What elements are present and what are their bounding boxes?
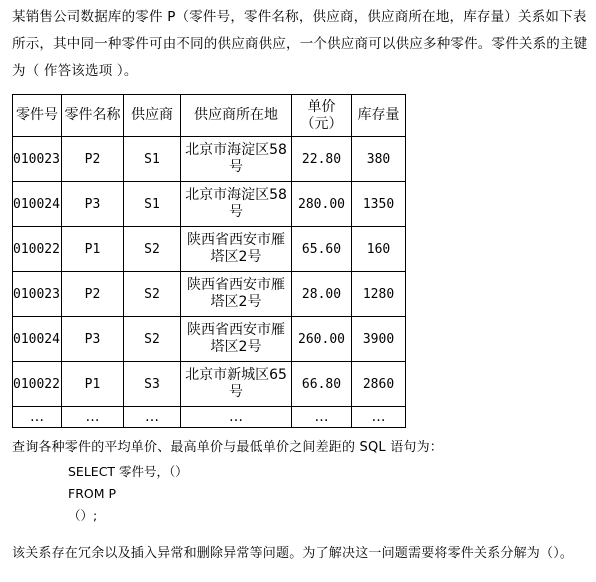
cell-stock: 1350: [352, 182, 406, 227]
cell-ellipsis: …: [124, 407, 181, 428]
header-supplier: 供应商: [124, 95, 181, 137]
cell-unit-price: 65.60: [292, 227, 352, 272]
cell-supplier: S1: [124, 137, 181, 182]
table-row-ellipsis: [13, 407, 406, 428]
cell-stock: 380: [352, 137, 406, 182]
cell-part-id: 010023: [13, 137, 62, 182]
cell-ellipsis: …: [292, 407, 352, 428]
cell-part-name: P2: [62, 137, 124, 182]
cell-part-id: 010022: [13, 362, 62, 407]
cell-part-id: 010023: [13, 272, 62, 317]
cell-supplier-location: 陕西省西安市雁塔区2号: [181, 272, 292, 317]
cell-part-name: P3: [62, 182, 124, 227]
cell-ellipsis: …: [62, 407, 124, 428]
cell-supplier-location: 北京市海淀区58号: [181, 182, 292, 227]
cell-part-name: P2: [62, 272, 124, 317]
header-stock: 库存量: [352, 95, 406, 137]
cell-stock: 2860: [352, 362, 406, 407]
table-row: [13, 317, 406, 362]
cell-ellipsis: …: [352, 407, 406, 428]
cell-supplier-location: 北京市海淀区58号: [181, 137, 292, 182]
cell-supplier-location: 北京市新城区65号: [181, 362, 292, 407]
cell-supplier: S3: [124, 362, 181, 407]
cell-unit-price: 28.00: [292, 272, 352, 317]
cell-part-id: 010024: [13, 317, 62, 362]
sql-select-line: SELECT 零件号，（）: [68, 464, 188, 479]
cell-stock: 1280: [352, 272, 406, 317]
cell-part-id: 010024: [13, 182, 62, 227]
header-supplier-location: 供应商所在地: [181, 95, 292, 137]
cell-unit-price: 22.80: [292, 137, 352, 182]
sql-blank-line: （）;: [68, 508, 98, 523]
table-row: [13, 227, 406, 272]
header-part-name: 零件名称: [62, 95, 124, 137]
table-row: [13, 272, 406, 317]
cell-supplier-location: 陕西省西安市雁塔区2号: [181, 227, 292, 272]
table-row: [13, 182, 406, 227]
header-unit-price: 单价（元）: [292, 95, 352, 137]
cell-supplier: S2: [124, 272, 181, 317]
table-header-row: [13, 95, 406, 137]
cell-part-id: 010022: [13, 227, 62, 272]
table-row: [13, 362, 406, 407]
sql-question: 查询各种零件的平均单价、最高单价与最低单价之间差距的 SQL 语句为：: [12, 440, 443, 455]
cell-stock: 160: [352, 227, 406, 272]
header-part-id: 零件号: [13, 95, 62, 137]
sql-from-line: FROM P: [68, 486, 117, 501]
cell-part-name: P3: [62, 317, 124, 362]
cell-supplier-location: 陕西省西安市雁塔区2号: [181, 317, 292, 362]
cell-part-name: P1: [62, 227, 124, 272]
parts-relation-table: [12, 94, 406, 428]
question-intro: 某销售公司数据库的零件 P（零件号，零件名称，供应商，供应商所在地，库存量）关系如下表所示，其中同一种零件可由不同的供应商供应，一个供应商可以供应多种零件。零件关系的主键为（ 作答该选项 ）。: [12, 9, 588, 79]
cell-unit-price: 260.00: [292, 317, 352, 362]
cell-ellipsis: …: [13, 407, 62, 428]
cell-supplier: S2: [124, 227, 181, 272]
cell-unit-price: 66.80: [292, 362, 352, 407]
cell-unit-price: 280.00: [292, 182, 352, 227]
cell-supplier: S1: [124, 182, 181, 227]
cell-supplier: S2: [124, 317, 181, 362]
cell-part-name: P1: [62, 362, 124, 407]
table-row: [13, 137, 406, 182]
cell-stock: 3900: [352, 317, 406, 362]
cell-ellipsis: …: [181, 407, 292, 428]
decomposition-question: 该关系存在冗余以及插入异常和删除异常等问题。为了解决这一问题需要将零件关系分解为（）。: [12, 546, 574, 561]
